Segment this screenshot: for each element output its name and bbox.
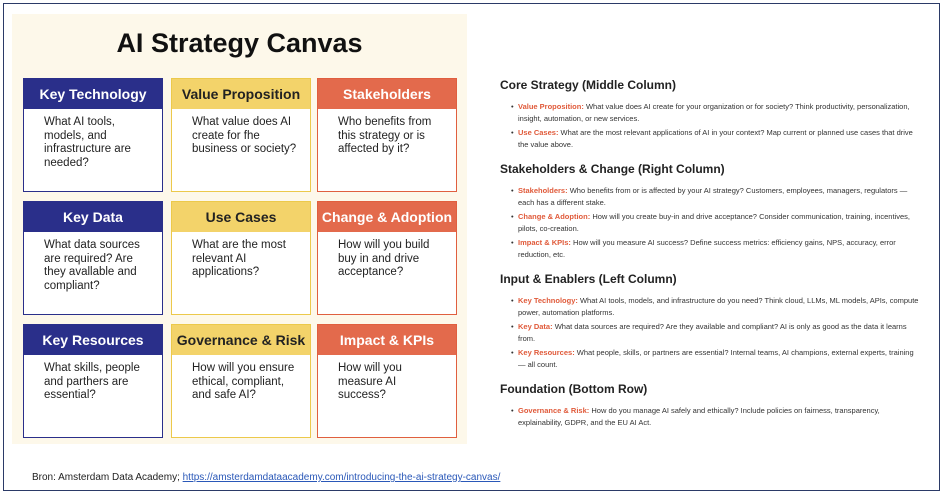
card-text: What AI tools, models, and infrastructure are needed? bbox=[44, 116, 131, 169]
section-title: Stakeholders & Change (Right Column) bbox=[500, 162, 725, 176]
item-label: Change & Adoption: bbox=[518, 212, 591, 221]
card-governance-risk bbox=[171, 324, 311, 438]
section-title: Foundation (Bottom Row) bbox=[500, 382, 648, 396]
item-text: How do you manage AI safely and ethically? Include policies on fairness, transparency, explainability, GDPR, and the EU AI Act. bbox=[518, 406, 880, 427]
card-title: Key Technology bbox=[24, 79, 162, 109]
source-caption bbox=[32, 472, 500, 483]
item-text: What AI tools, models, and infrastructure do you need? Think cloud, LLMs, ML models, APIs, compute power, automation platforms. bbox=[518, 296, 919, 317]
item-label: Impact & KPIs: bbox=[518, 238, 571, 247]
card-key-technology bbox=[23, 78, 163, 192]
item-text: What are the most relevant applications of AI in your context? Map current or planned use cases that drive the value above. bbox=[518, 128, 913, 149]
canvas-title: AI Strategy Canvas bbox=[116, 28, 363, 58]
card-title: Stakeholders bbox=[318, 79, 456, 109]
list-item: • Key Resources: What people, skills, or partners are essential? Internal teams, AI champions, external experts, training — all count. bbox=[511, 348, 914, 369]
list-item: • Change & Adoption: How will you create buy-in and drive acceptance? Consider communication, training, incentives, pilots, co-creation. bbox=[511, 212, 910, 233]
notes-section-foundation bbox=[500, 382, 920, 429]
list-item: • Impact & KPIs: How will you measure AI success? Define success metrics: efficiency gains, NPS, accuracy, error reduction, etc. bbox=[511, 238, 896, 259]
card-text: Who benefits from this strategy or is affected by it? bbox=[338, 116, 432, 155]
notes-section-input bbox=[500, 272, 920, 371]
card-value-proposition bbox=[171, 78, 311, 192]
list-item: • Use Cases: What are the most relevant applications of AI in your context? Map current or planned use cases that drive the value above. bbox=[511, 128, 913, 149]
item-text: What data sources are required? Are they available and compliant? AI is only as good as the data it learns from. bbox=[518, 322, 907, 343]
card-key-data bbox=[23, 201, 163, 315]
card-title: Governance & Risk bbox=[172, 325, 310, 355]
card-impact-kpis bbox=[317, 324, 457, 438]
item-label: Stakeholders: bbox=[518, 186, 568, 195]
notes-section-stakeholders bbox=[500, 162, 920, 261]
card-stakeholders bbox=[317, 78, 457, 192]
item-label: Value Proposition: bbox=[518, 102, 584, 111]
item-label: Governance & Risk: bbox=[518, 406, 590, 415]
section-title: Input & Enablers (Left Column) bbox=[500, 272, 677, 286]
item-label: Use Cases: bbox=[518, 128, 559, 137]
card-text: What data sources are required? Are they avallable and compliant? bbox=[44, 239, 140, 292]
card-text: How will you measure AI success? bbox=[338, 362, 402, 401]
item-label: Key Resources: bbox=[518, 348, 575, 357]
item-text: How will you create buy-in and drive acceptance? Consider communication, training, incentives, pilots, co-creation. bbox=[518, 212, 910, 233]
source-link[interactable]: https://amsterdamdataacademy.com/introducing-the-ai-strategy-canvas/ bbox=[182, 472, 501, 483]
list-item: • Key Technology: What AI tools, models, and infrastructure do you need? Think cloud, LLMs, ML models, APIs, compute power, automation platforms. bbox=[511, 296, 919, 317]
card-title: Change & Adoption bbox=[318, 202, 456, 232]
card-text: What are the most relevant AI applications? bbox=[192, 239, 286, 278]
section-title: Core Strategy (Middle Column) bbox=[500, 78, 677, 92]
list-item: • Key Data: What data sources are required? Are they available and compliant? AI is only as good as the data it learns from. bbox=[511, 322, 907, 343]
notes-section-core bbox=[500, 78, 920, 151]
source-prefix: Bron: Amsterdam Data Academy; bbox=[32, 472, 183, 483]
card-title: Impact & KPIs bbox=[318, 325, 456, 355]
item-text: Who benefits from or is affected by your AI strategy? Customers, employees, managers, regulators — each has a different stake. bbox=[518, 186, 908, 207]
notes-panel bbox=[500, 78, 920, 440]
item-text: How will you measure AI success? Define success metrics: efficiency gains, NPS, accuracy, error reduction, etc. bbox=[518, 238, 896, 259]
card-text: How will you build buy in and drive acceptance? bbox=[338, 239, 430, 278]
item-text: What value does AI create for your organization or for society? Think productivity, personalization, insight, automation, or new services. bbox=[518, 102, 910, 123]
card-title: Value Proposition bbox=[172, 79, 310, 109]
card-title: Key Resources bbox=[24, 325, 162, 355]
card-text: What skills, people and parthers are essential? bbox=[44, 362, 140, 401]
card-use-cases bbox=[171, 201, 311, 315]
card-text: How will you ensure ethical, compliant, and safe AI? bbox=[192, 362, 295, 401]
list-item: • Value Proposition: What value does AI create for your organization or for society? Think productivity, personalization, insight, automation, or new services. bbox=[511, 102, 910, 123]
item-label: Key Data: bbox=[518, 322, 553, 331]
card-title: Key Data bbox=[24, 202, 162, 232]
canvas-image bbox=[12, 14, 467, 444]
list-item: • Governance & Risk: How do you manage AI safely and ethically? Include policies on fairness, transparency, explainability, GDPR, and the EU AI Act. bbox=[511, 406, 880, 427]
card-key-resources bbox=[23, 324, 163, 438]
item-text: What people, skills, or partners are essential? Internal teams, AI champions, external experts, training — all count. bbox=[518, 348, 914, 369]
card-change-adoption bbox=[317, 201, 457, 315]
item-label: Key Technology: bbox=[518, 296, 578, 305]
list-item: • Stakeholders: Who benefits from or is affected by your AI strategy? Customers, employees, managers, regulators — each has a different stake. bbox=[511, 186, 908, 207]
card-title: Use Cases bbox=[172, 202, 310, 232]
card-text: What value does AI create for fhe business or society? bbox=[192, 116, 297, 155]
